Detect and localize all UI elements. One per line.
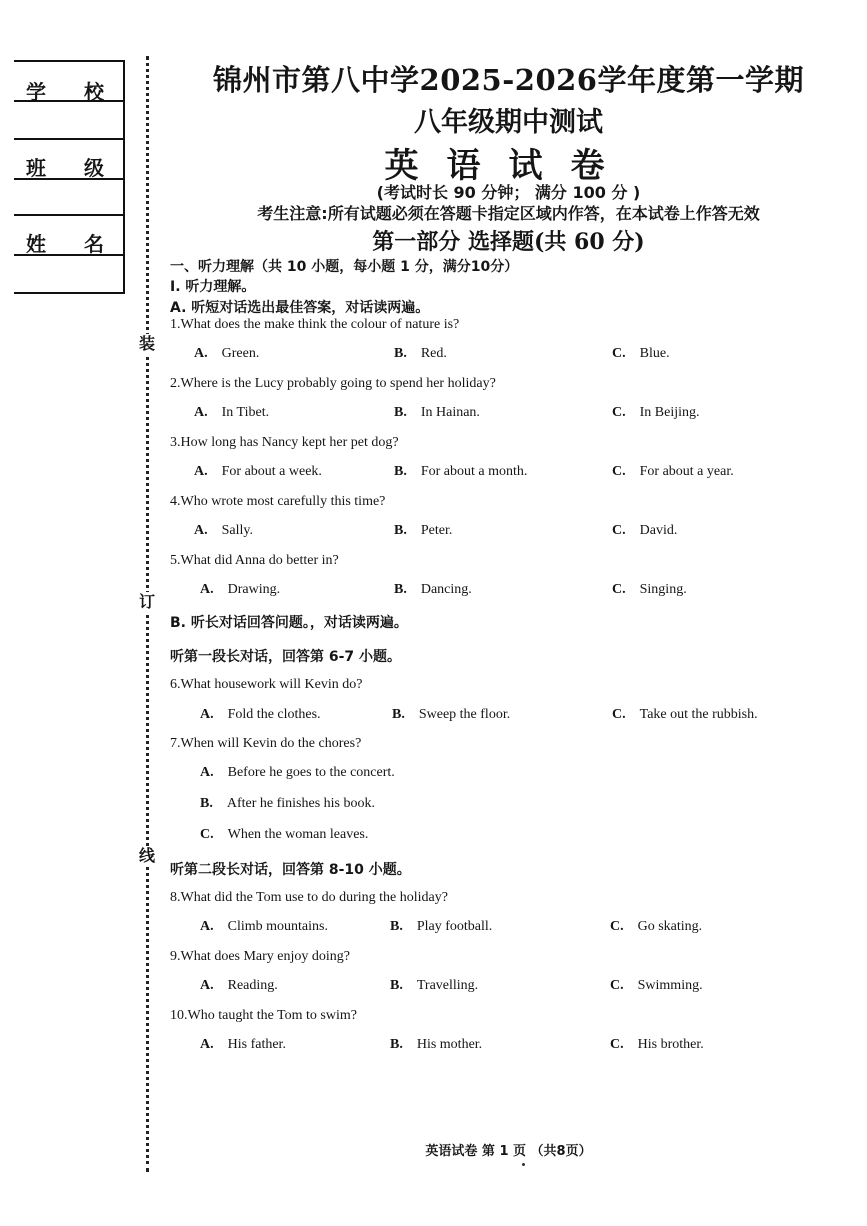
option-c: C. David. [612, 523, 678, 538]
question-text: 9.What does Mary enjoy doing? [170, 949, 351, 964]
divider [14, 178, 123, 180]
question-text: 4.Who wrote most carefully this time? [170, 494, 386, 509]
page-footer: 英语试卷 第 1 页 （共8页） [425, 1144, 592, 1159]
option-b: B. Dancing. [394, 582, 472, 597]
option-a: A. Green. [194, 346, 260, 361]
name-field [14, 222, 123, 258]
option-a: A. His father. [200, 1037, 286, 1052]
long-dialogue-2-instruction: 听第二段长对话，回答第 8-10 小题。 [170, 862, 411, 878]
option-c: C. Blue. [612, 346, 670, 361]
option-b: B. After he finishes his book. [200, 796, 375, 811]
option-b: B. Play football. [390, 919, 493, 934]
option-c: C. Singing. [612, 582, 687, 597]
option-b: B. His mother. [390, 1037, 483, 1052]
option-b: B. Travelling. [390, 978, 479, 993]
question-text: 6.What housework will Kevin do? [170, 677, 363, 692]
exam-info: (考试时长 90 分钟； 满分 100 分 ) [376, 183, 641, 202]
school-title: 锦州市第八中学2025-2026学年度第一学期 [213, 63, 804, 97]
option-a: A. In Tibet. [194, 405, 270, 420]
option-c: C. Swimming. [610, 978, 703, 993]
option-c: C. For about a year. [612, 464, 734, 479]
class-field [14, 146, 123, 182]
notice: 考生注意:所有试题必须在答题卡指定区域内作答，在本试卷上作答无效 [257, 204, 760, 223]
divider [14, 100, 123, 102]
question-text: 5.What did Anna do better in? [170, 553, 339, 568]
question-text: 10.Who taught the Tom to swim? [170, 1008, 357, 1023]
divider [14, 138, 123, 140]
question-text: 7.When will Kevin do the chores? [170, 736, 362, 751]
option-b: B. Peter. [394, 523, 453, 538]
option-c: C. His brother. [610, 1037, 704, 1052]
option-a: A. Climb mountains. [200, 919, 328, 934]
option-a: A. Reading. [200, 978, 278, 993]
question-text: 1.What does the make think the colour of nature is? [170, 317, 460, 332]
name-label-1: 姓 [26, 232, 46, 256]
long-dialogue-1-instruction: 听第一段长对话，回答第 6-7 小题。 [170, 649, 402, 665]
binding-dotted-line [146, 56, 149, 1172]
subsection-heading: I. 听力理解。 [170, 279, 256, 295]
class-label-2: 级 [84, 156, 104, 180]
class-label-1: 班 [26, 156, 46, 180]
name-label-2: 名 [84, 232, 104, 256]
divider [14, 214, 123, 216]
option-b: B. Sweep the floor. [392, 707, 511, 722]
option-a: A. Before he goes to the concert. [200, 765, 395, 780]
option-c: C. When the woman leaves. [200, 827, 369, 842]
part-title: 第一部分 选择题(共 60 分) [372, 229, 645, 255]
school-label-2: 校 [84, 80, 104, 104]
grade-title: 八年级期中测试 [414, 107, 603, 138]
footer-mark [522, 1163, 525, 1166]
option-a: A. Drawing. [200, 582, 281, 597]
subject-title: 英语试卷 [384, 146, 633, 186]
section-heading: 一、听力理解（共 10 小题，每小题 1 分，满分10分） [170, 259, 519, 275]
option-b: B. Red. [394, 346, 447, 361]
divider [14, 254, 123, 256]
student-info-box [14, 60, 125, 294]
option-a: A. Fold the clothes. [200, 707, 321, 722]
option-c: C. Take out the rubbish. [612, 707, 758, 722]
option-b: B. For about a month. [394, 464, 528, 479]
option-b: B. In Hainan. [394, 405, 480, 420]
question-text: 2.Where is the Lucy probably going to spend her holiday? [170, 376, 496, 391]
option-c: C. In Beijing. [612, 405, 700, 420]
question-text: 8.What did the Tom use to do during the holiday? [170, 890, 448, 905]
option-a: A. Sally. [194, 523, 253, 538]
binding-char-ding: 订 [136, 592, 158, 612]
school-label-1: 学 [26, 80, 46, 104]
binding-char-zhuang: 装 [136, 334, 158, 354]
part-b-instruction: B. 听长对话回答问题。，对话读两遍。 [170, 615, 408, 631]
option-c: C. Go skating. [610, 919, 703, 934]
part-a-instruction: A. 听短对话选出最佳答案，对话读两遍。 [170, 300, 430, 316]
binding-char-xian: 线 [136, 846, 158, 866]
option-a: A. For about a week. [194, 464, 322, 479]
question-text: 3.How long has Nancy kept her pet dog? [170, 435, 399, 450]
